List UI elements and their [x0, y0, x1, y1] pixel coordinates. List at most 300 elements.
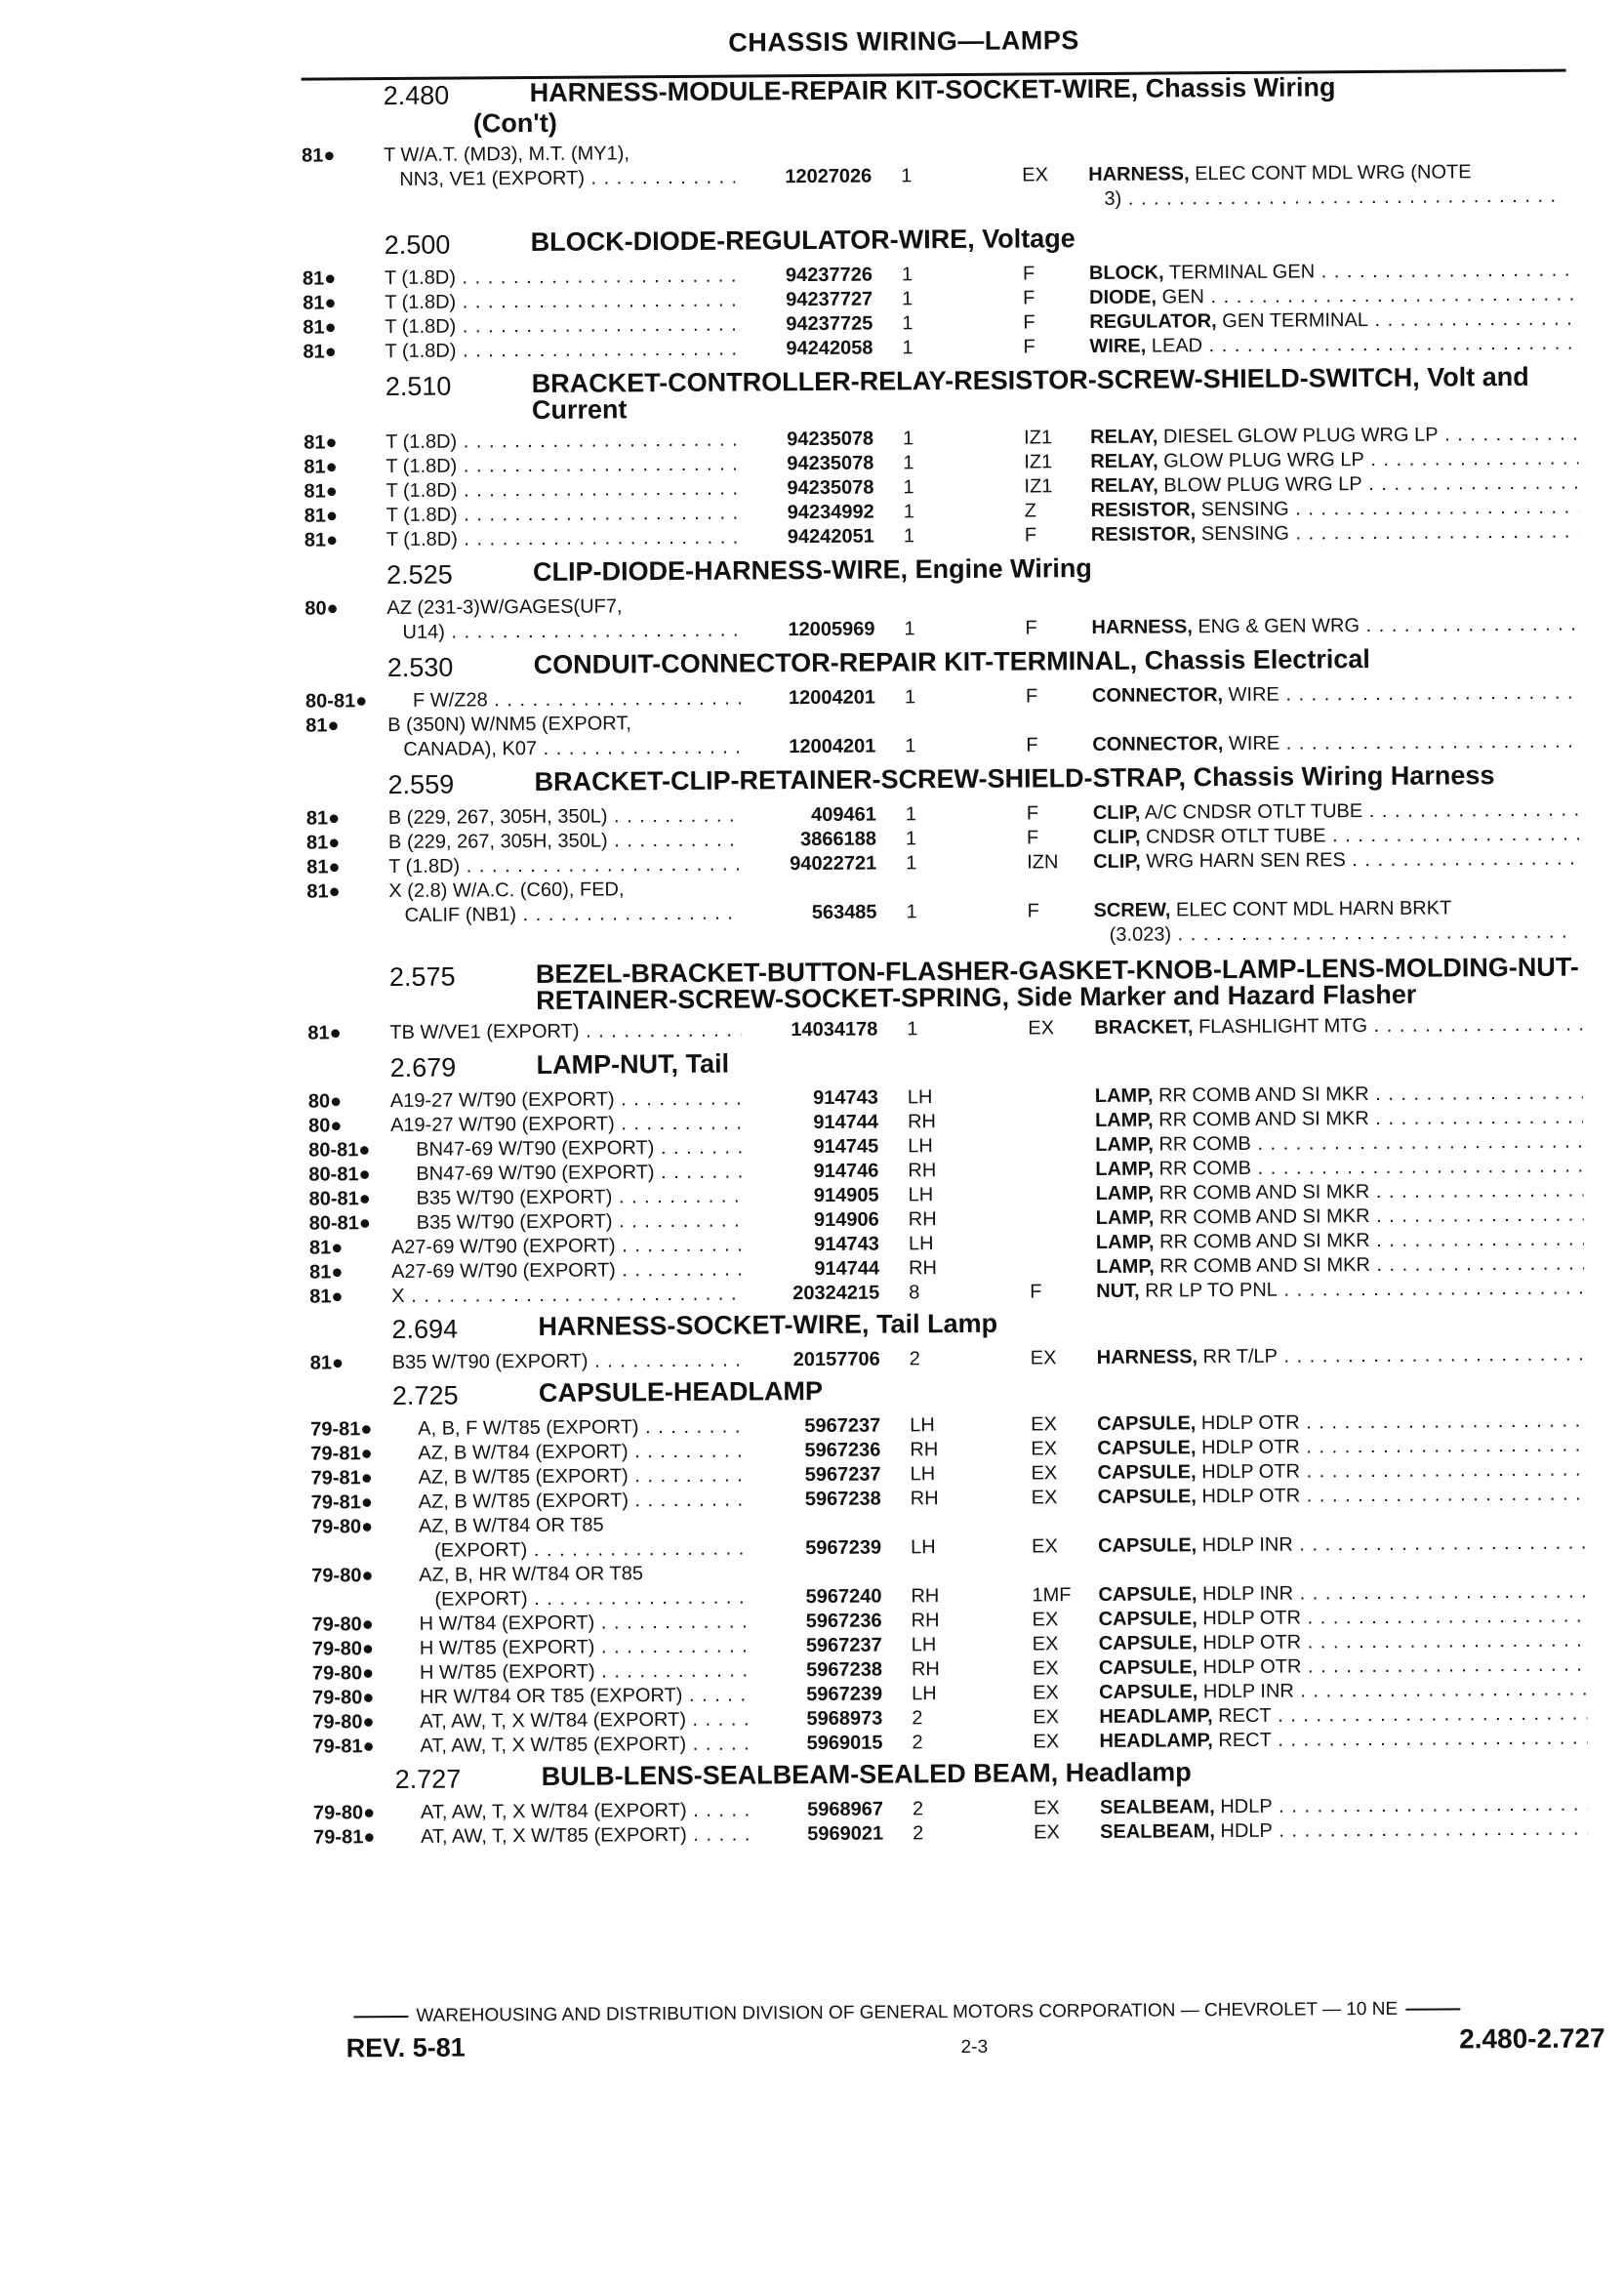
part-name [1088, 160, 1576, 212]
part-modifier: GLOW PLUG WRG LP [1163, 449, 1364, 472]
part-noun: HARNESS, [1096, 1346, 1198, 1368]
part-number: 94237726 [738, 264, 873, 289]
model-year: 79-80● [312, 1802, 376, 1824]
section-title [530, 73, 1580, 107]
application-line: B35 W/T90 (EXPORT) [416, 1210, 613, 1234]
application-desc [388, 878, 740, 929]
section-subtitle: Tail [685, 1048, 730, 1079]
application-desc [390, 1087, 742, 1115]
model-year: 80-81● [308, 1163, 371, 1186]
section-2-725 [310, 1372, 1592, 1759]
part-noun: CLIP, [1093, 850, 1141, 874]
part-name [1098, 1580, 1586, 1608]
application-desc [385, 289, 736, 316]
part-modifier-2: 3) . . . [1088, 184, 1563, 212]
section-title-main: LAMP-NUT, [536, 1048, 679, 1080]
application-line: AT, AW, T, X W/T84 (EXPORT) [420, 1799, 687, 1823]
application-line: TB W/VE1 (EXPORT) [389, 1020, 580, 1044]
application-desc [419, 1488, 770, 1515]
quantity: 1 [903, 525, 915, 548]
part-name [1089, 283, 1577, 310]
application-desc [413, 686, 764, 714]
application-line: X (2.8) W/A.C. (C60), FED, [388, 878, 625, 903]
quantity: LH [911, 1634, 937, 1656]
model-year: 81● [306, 856, 341, 878]
part-number: 914744 [744, 1111, 878, 1136]
part-modifier: HDLP OTR [1202, 1631, 1302, 1654]
model-year: 81● [306, 880, 341, 903]
quantity: RH [908, 1208, 937, 1231]
application-desc [420, 1732, 771, 1759]
part-name [1094, 1013, 1582, 1041]
quantity: 2 [912, 1798, 924, 1820]
part-modifier: RR COMB AND SI MKR [1159, 1230, 1370, 1253]
part-number: 409461 [742, 803, 876, 829]
part-number: 12005969 [740, 618, 874, 643]
application-desc [421, 1822, 772, 1850]
section-title [542, 1756, 1592, 1790]
part-name [1099, 1628, 1587, 1655]
quantity: RH [910, 1488, 939, 1510]
part-noun: RELAY, [1090, 474, 1158, 498]
section-2-510 [304, 361, 1583, 553]
quantity: 1 [903, 452, 914, 474]
application-desc [392, 1349, 744, 1376]
quantity: RH [911, 1610, 940, 1632]
model-year: 81● [305, 832, 341, 854]
part-number: 563485 [742, 901, 876, 926]
part-name [1099, 1605, 1587, 1632]
quantity: 1 [906, 901, 917, 923]
footer-line [345, 1997, 1604, 2027]
part-name [1093, 847, 1581, 875]
part-modifier: RECT [1218, 1729, 1272, 1752]
part-name [1099, 1726, 1587, 1753]
application-line: T (1.8D) [385, 315, 457, 339]
part-modifier: HDLP OTR [1202, 1607, 1302, 1630]
application-line: AZ, B W/T84 (EXPORT) [418, 1441, 629, 1464]
application-line-2: (EXPORT) . . . [419, 1585, 770, 1612]
part-noun: RELAY, [1090, 426, 1158, 449]
quantity: 2 [909, 1348, 920, 1370]
part-name [1096, 1228, 1584, 1255]
part-noun: HEADLAMP, [1099, 1705, 1213, 1728]
section-subtitle: Chassis Wiring Harness [1193, 760, 1495, 793]
part-noun: CONNECTOR, [1091, 684, 1224, 708]
model-year: 79-80● [311, 1613, 374, 1636]
part-number: 20157706 [746, 1348, 880, 1373]
part-number: 5967239 [747, 1536, 881, 1562]
application-desc [384, 142, 735, 193]
part-number: 914743 [745, 1233, 879, 1258]
application-line: B35 W/T90 (EXPORT) [391, 1350, 589, 1374]
part-number: 5967238 [747, 1488, 881, 1513]
part-noun: RESISTOR, [1090, 523, 1197, 547]
application-desc [386, 477, 737, 505]
part-number: 94235078 [739, 428, 873, 453]
application-line: T W/A.T. (MD3), M.T. (MY1), [384, 143, 630, 167]
model-year: 81● [309, 1261, 344, 1284]
section-2-694 [309, 1306, 1588, 1375]
part-modifier: LEAD [1151, 335, 1203, 357]
part-name [1096, 1204, 1584, 1231]
footer-rule-left [353, 2016, 408, 2018]
part-noun: LAMP, [1095, 1255, 1155, 1278]
part-noun: CONNECTOR, [1092, 733, 1224, 756]
source-code: F [1026, 734, 1038, 756]
part-modifier: RR COMB AND SI MKR [1158, 1181, 1370, 1204]
application-line: T (1.8D) [385, 291, 457, 314]
model-year: 79-80● [311, 1638, 375, 1660]
quantity: 1 [905, 828, 917, 850]
part-number: 12027026 [737, 165, 872, 190]
model-year: 79-81● [310, 1467, 373, 1490]
application-desc [387, 712, 739, 763]
section-heading [304, 551, 1583, 591]
part-row [311, 1506, 1590, 1564]
source-code: IZN [1027, 851, 1059, 874]
source-code: Z [1024, 500, 1036, 522]
application-desc [386, 594, 738, 646]
part-noun: CAPSULE, [1097, 1486, 1197, 1508]
section-2-727 [313, 1756, 1593, 1850]
part-row [307, 1012, 1586, 1045]
quantity: 8 [909, 1282, 920, 1304]
application-desc [420, 1610, 771, 1637]
quantity: RH [910, 1439, 939, 1461]
model-year: 79-81● [313, 1826, 376, 1849]
part-noun: CAPSULE, [1097, 1461, 1197, 1484]
source-code: EX [1031, 1487, 1058, 1509]
source-code: F [1023, 336, 1035, 358]
quantity: 2 [912, 1732, 923, 1754]
part-noun: LAMP, [1095, 1158, 1155, 1181]
part-number: 914745 [744, 1135, 878, 1161]
application-line: T (1.8D) [386, 479, 458, 503]
section-title-main: CLIP-DIODE-HARNESS-WIRE, [532, 554, 909, 588]
section-subtitle: Side Marker and Hazard Flasher [1016, 979, 1417, 1012]
part-row [302, 136, 1580, 218]
quantity: 1 [905, 803, 917, 826]
quantity: 1 [905, 735, 916, 757]
part-modifier: ELEC CONT MDL HARN BRKT [1175, 897, 1452, 921]
source-code: EX [1032, 1633, 1059, 1655]
quantity: 1 [906, 852, 917, 875]
part-noun: CAPSULE, [1098, 1608, 1198, 1630]
application-line-2: (EXPORT) . . . [419, 1536, 770, 1564]
application-line-2: CALIF (NB1) . . . [388, 902, 740, 929]
application-desc [388, 829, 740, 856]
section-2-525 [304, 551, 1584, 645]
source-code: EX [1033, 1731, 1060, 1753]
part-name [1095, 1155, 1583, 1182]
part-name [1097, 1458, 1585, 1486]
part-modifier: SENSING [1200, 498, 1289, 521]
part-noun: SEALBEAM, [1099, 1796, 1215, 1818]
part-name [1100, 1792, 1588, 1819]
model-year: 81● [308, 1237, 344, 1259]
source-code: EX [1022, 164, 1049, 186]
application-line: AZ, B, HR W/T84 OR T85 [419, 1563, 644, 1586]
model-year: 80● [307, 1115, 343, 1137]
part-noun: LAMP, [1095, 1133, 1154, 1157]
part-number: 914905 [744, 1184, 878, 1209]
part-modifier: WRG HARN SEN RES [1146, 849, 1346, 873]
part-number: 5967236 [748, 1610, 882, 1635]
application-desc [386, 429, 737, 456]
part-name [1097, 1343, 1585, 1370]
quantity: LH [907, 1086, 933, 1109]
part-number: 5967236 [746, 1439, 880, 1464]
application-desc [420, 1658, 771, 1686]
part-name [1095, 1179, 1583, 1206]
model-year: 81● [305, 714, 340, 737]
source-code: EX [1028, 1017, 1055, 1040]
part-number: 5969021 [749, 1822, 883, 1848]
quantity: RH [911, 1658, 940, 1681]
application-line: X [391, 1285, 405, 1308]
part-modifier: ENG & GEN WRG [1198, 615, 1360, 638]
application-line: T (1.8D) [386, 528, 458, 551]
section-title-main: BLOCK-DIODE-REGULATOR-WIRE, [530, 224, 975, 258]
section-title [538, 1306, 1588, 1340]
section-title [537, 1044, 1587, 1079]
application-desc [417, 1208, 768, 1236]
application-desc [420, 1634, 771, 1661]
part-modifier: GEN [1161, 286, 1205, 308]
part-noun: DIODE, [1089, 286, 1157, 309]
application-desc [421, 1798, 772, 1825]
part-noun: CAPSULE, [1097, 1534, 1198, 1557]
part-row [305, 705, 1584, 762]
application-desc [418, 1463, 769, 1490]
part-noun: CAPSULE, [1098, 1583, 1198, 1606]
section-number: 2.525 [386, 559, 453, 591]
section-title-main: CAPSULE-HEADLAMP [538, 1375, 824, 1408]
part-noun: RELAY, [1090, 450, 1158, 473]
quantity: 1 [902, 312, 914, 335]
section-subtitle: Voltage [982, 224, 1076, 254]
part-number: 94242058 [738, 337, 873, 362]
section-heading [306, 761, 1585, 800]
model-year: 81● [304, 431, 338, 454]
application-line: AZ, B W/T85 (EXPORT) [418, 1490, 629, 1513]
part-modifier: FLASHLIGHT MTG [1198, 1015, 1368, 1039]
model-year: 80-81● [308, 1139, 371, 1162]
quantity: RH [907, 1111, 936, 1133]
part-name [1091, 496, 1579, 523]
application-desc [418, 1414, 769, 1442]
model-year: 81● [307, 1022, 342, 1044]
part-modifier: HDLP [1220, 1795, 1273, 1818]
part-name [1095, 1106, 1583, 1133]
source-code: EX [1031, 1462, 1058, 1485]
model-year: 79-81● [310, 1443, 373, 1465]
section-2-480 [302, 73, 1581, 218]
model-year: 81● [303, 316, 337, 339]
part-modifier: HDLP OTR [1202, 1655, 1302, 1679]
section-number: 2.679 [389, 1052, 457, 1083]
application-line: B35 W/T90 (EXPORT) [416, 1186, 613, 1209]
part-number: 5968967 [749, 1798, 883, 1823]
part-modifier: RR COMB [1158, 1132, 1251, 1156]
application-desc [420, 1683, 771, 1710]
source-code: 1MF [1032, 1584, 1072, 1607]
part-row [311, 1555, 1590, 1612]
quantity: 1 [907, 1018, 918, 1041]
part-noun: SEALBEAM, [1100, 1820, 1215, 1843]
part-name [1091, 520, 1579, 548]
part-number: 5967237 [746, 1414, 880, 1440]
application-line: AZ (231-3)W/GAGES(UF7, [386, 595, 623, 620]
part-name [1091, 613, 1579, 640]
model-year: 79-81● [310, 1491, 374, 1514]
quantity: 1 [904, 618, 915, 640]
part-number: 5969015 [748, 1732, 882, 1757]
parts-listing [302, 73, 1593, 1851]
section-number: 2.694 [391, 1314, 459, 1345]
application-desc [416, 1135, 767, 1163]
application-line: AT, AW, T, X W/T85 (EXPORT) [420, 1733, 687, 1757]
part-noun: SCREW, [1093, 899, 1171, 922]
quantity: LH [912, 1683, 937, 1705]
part-modifier: RR T/LP [1202, 1345, 1279, 1368]
part-name [1093, 798, 1581, 826]
part-modifier: RR COMB [1158, 1157, 1252, 1180]
application-desc [385, 338, 736, 365]
part-modifier: RR COMB AND SI MKR [1157, 1083, 1369, 1107]
application-line: T (1.8D) [384, 266, 457, 290]
source-code: F [1030, 1281, 1042, 1303]
section-title [534, 644, 1584, 678]
part-number: 12004201 [741, 686, 875, 712]
quantity: 1 [902, 337, 914, 359]
section-title-main: BEZEL-BRACKET-BUTTON-FLASHER-GASKET-KNOB-LAMP-LENS-MOLDING-NUT-RETAINER-SCREW-SOCKET-SPRING, [535, 952, 1579, 1015]
part-number: 14034178 [743, 1018, 877, 1043]
section-subtitle: Headlamp [1065, 1757, 1192, 1788]
part-noun: HARNESS, [1088, 163, 1190, 186]
application-desc [386, 453, 737, 480]
application-desc [386, 502, 738, 529]
section-number: 2.727 [394, 1764, 462, 1795]
model-year: 79-80● [311, 1565, 374, 1587]
part-name [1099, 1677, 1587, 1704]
source-code: EX [1032, 1609, 1059, 1631]
part-number: 94234992 [740, 501, 874, 526]
section-title-main: BRACKET-CLIP-RETAINER-SCREW-SHIELD-STRAP, [534, 762, 1187, 797]
source-code: F [1026, 802, 1039, 825]
application-line: B (350N) W/NM5 (EXPORT, [387, 713, 631, 737]
source-code: EX [1030, 1347, 1057, 1369]
model-year: 81● [304, 505, 339, 527]
part-noun: CLIP, [1092, 801, 1141, 825]
part-noun: LAMP, [1095, 1182, 1155, 1205]
section-heading [307, 954, 1586, 1015]
source-code: EX [1033, 1682, 1059, 1704]
source-code: EX [1033, 1797, 1060, 1819]
part-name [1090, 447, 1578, 474]
part-number: 94237727 [738, 288, 873, 313]
part-modifier: HDLP [1220, 1819, 1273, 1843]
section-heading [313, 1756, 1592, 1795]
quantity: 2 [913, 1822, 924, 1845]
part-name [1096, 1252, 1584, 1280]
quantity: LH [910, 1536, 936, 1559]
part-modifier: HDLP OTR [1201, 1485, 1301, 1508]
application-line: AZ, B W/T85 (EXPORT) [418, 1465, 629, 1489]
quantity: 1 [902, 288, 914, 310]
application-line: B (229, 267, 305H, 350L) [387, 830, 608, 854]
section-range: 2.480-2.727 [1459, 2022, 1605, 2055]
part-number: 94235078 [739, 476, 873, 502]
section-title-main: HARNESS-MODULE-REPAIR KIT-SOCKET-WIRE, [529, 73, 1139, 108]
source-code: F [1025, 685, 1038, 708]
part-noun: CAPSULE, [1099, 1681, 1198, 1703]
part-modifier: HDLP OTR [1201, 1460, 1301, 1484]
section-subtitle: Volt and Current [531, 361, 1529, 426]
application-line: H W/T85 (EXPORT) [419, 1660, 595, 1684]
application-desc [385, 313, 736, 341]
part-name [1093, 896, 1581, 948]
model-year: 79-81● [310, 1418, 373, 1441]
quantity: RH [908, 1257, 938, 1280]
source-code: IZ1 [1024, 427, 1053, 449]
application-line: T (1.8D) [388, 855, 461, 878]
part-modifier: HDLP OTR [1200, 1411, 1300, 1435]
section-title [534, 761, 1584, 796]
quantity: LH [910, 1414, 935, 1437]
section-number: 2.725 [391, 1380, 459, 1411]
part-noun: HEADLAMP, [1099, 1730, 1213, 1752]
model-year: 81● [303, 341, 337, 363]
part-name [1090, 471, 1578, 499]
application-desc [391, 1234, 743, 1261]
part-number: 94235078 [739, 452, 873, 477]
part-number: 5967237 [746, 1463, 880, 1489]
part-modifier: CNDSR OTLT TUBE [1146, 825, 1326, 848]
part-name [1100, 1817, 1588, 1844]
quantity: LH [908, 1233, 934, 1255]
part-number: 3866188 [742, 828, 876, 853]
application-line: HR W/T84 OR T85 (EXPORT) [420, 1684, 683, 1708]
model-year: 81● [304, 456, 338, 478]
section-subtitle: Engine Wiring [914, 553, 1092, 585]
part-row [306, 871, 1585, 953]
part-number: 914906 [745, 1208, 879, 1234]
section-number: 2.510 [385, 371, 452, 402]
model-year: 79-80● [312, 1711, 375, 1734]
part-noun: BLOCK, [1088, 262, 1164, 285]
application-desc [385, 265, 736, 292]
part-number: 5967239 [748, 1683, 882, 1708]
section-heading [310, 1372, 1589, 1411]
part-number: 914744 [745, 1257, 879, 1283]
revision-label: REV. 5-81 [345, 2032, 466, 2063]
part-name [1093, 823, 1581, 850]
model-year: 79-80● [311, 1662, 375, 1685]
part-modifier: RR COMB AND SI MKR [1159, 1254, 1370, 1278]
model-year: 81● [304, 480, 338, 503]
quantity: 1 [903, 428, 914, 450]
part-name [1097, 1409, 1585, 1437]
part-modifier: ELEC CONT MDL WRG (NOTE [1195, 161, 1472, 185]
application-desc [388, 804, 740, 832]
part-name [1096, 1277, 1584, 1304]
section-heading [303, 223, 1581, 262]
model-year: 81● [302, 144, 336, 167]
part-noun: CLIP, [1092, 826, 1141, 849]
part-modifier: TERMINAL GEN [1168, 261, 1316, 284]
